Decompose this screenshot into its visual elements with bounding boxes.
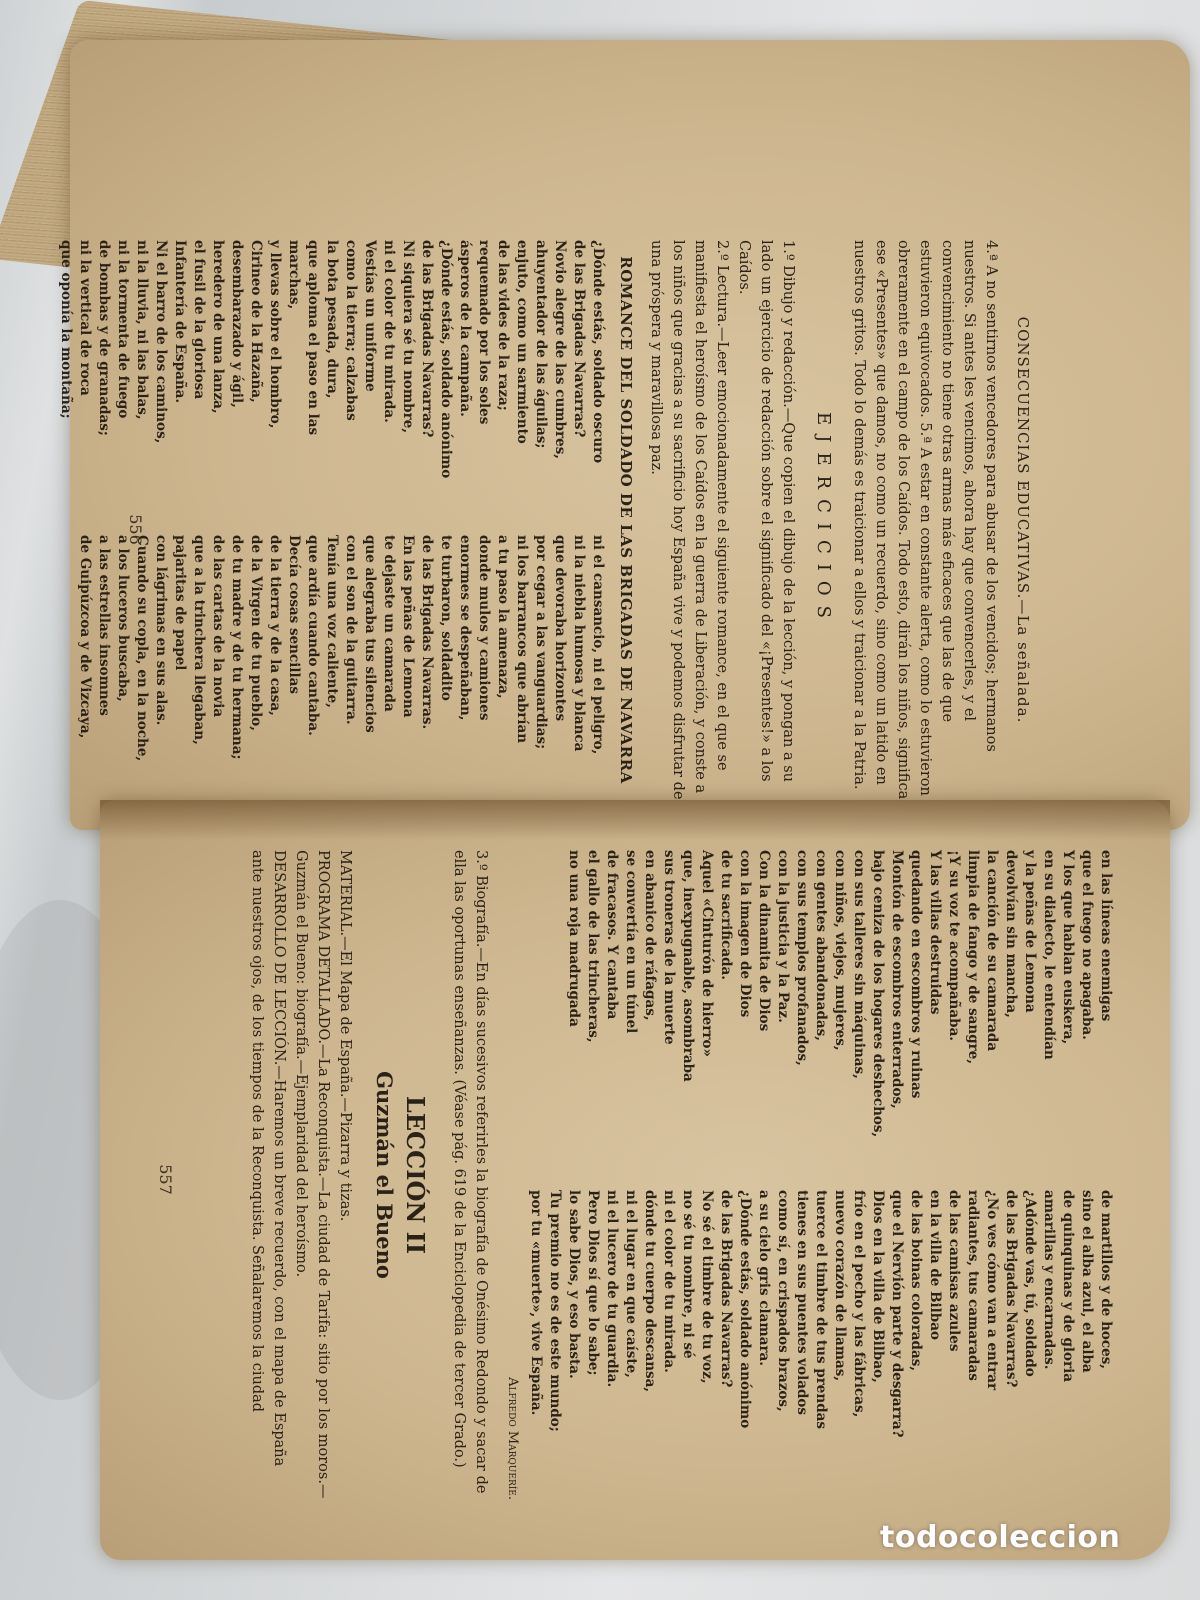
lesson-title: LECCIÓN II: [401, 1095, 430, 1255]
lesson-subtitle: Guzmán el Bueno: [372, 1071, 397, 1279]
poem-line: que a la trinchera llegaban,: [191, 535, 207, 745]
poem-line: por tu «muerte», vive España.: [528, 1190, 544, 1416]
exercise-3: 3.º Biografía.—En días sucesivos referirles la biografía de Onésimo Redondo y sacar de ella las oportunas enseñanzas. (Véase pág. 619 de la Enciclopedia de tercer Grado.): [451, 850, 489, 1494]
poem-line: limpia de fango y de sangre,: [965, 850, 981, 1065]
poem-line: enjuto, como un sarmiento: [514, 240, 530, 444]
poem-line: Y las villas destruidas: [927, 850, 943, 1015]
poem-line: tienes en sus puentes volados: [794, 1190, 810, 1416]
poem-line: de las cartas de la novia: [210, 535, 226, 718]
poem-line: que alegraba tus silencios: [362, 535, 378, 733]
poem-line: amarillas y encarnadas.: [1041, 1190, 1057, 1370]
poem-line: sino el alba azul, el alba: [1079, 1190, 1095, 1373]
poem-line: pajaritas de papel: [172, 535, 188, 671]
page-number-556: 556: [125, 514, 145, 545]
page-number-557: 557: [155, 1164, 175, 1195]
poem-line: de tu madre y de tu hermana;: [229, 535, 245, 760]
poem-line: de las Brigadas Navarras?: [419, 240, 435, 438]
poem-line: que devoraba horizontes: [552, 535, 568, 722]
poem-line: enormes se despeñaban,: [457, 535, 473, 721]
left-page-text: [56, 240, 1040, 800]
poem-line: Montón de escombros enterrados,: [889, 850, 905, 1109]
poem-line: requemado por los soles: [476, 240, 492, 425]
poem-line: la canción de su camarada: [984, 850, 1000, 1052]
poem-line: Ni siquiera sé tu nombre,: [400, 240, 416, 434]
poem-line: Infantería de España.: [172, 240, 188, 404]
poem-line: con la imagen de Dios: [737, 850, 753, 1018]
poem-line: en las líneas enemigas: [1098, 850, 1114, 1022]
poem-line: No sé el timbre de tu voz,: [699, 1190, 715, 1384]
poem-line: no una roja madrugada: [566, 850, 582, 1027]
poem-line: Ni el barro de los caminos,: [153, 240, 169, 444]
poem-line: con lágrimas en sus alas.: [153, 535, 169, 726]
poem-line: Tenía una voz caliente,: [324, 535, 340, 708]
exercise-1: 1.º Dibujo y redacción.—Que copien el dibujo de la lección, y pongan a su lado un ejercicio de redacción sobre el significado del «¡Presentes!» a los Caídos.: [736, 240, 796, 783]
poem-line: ¿Adónde vas, tú, soldado: [1022, 1190, 1038, 1377]
poem-line: como sí, en crispados brazos,: [775, 1190, 791, 1412]
running-head: CONSECUENCIAS EDUCATIVAS.—La señalada.: [1014, 316, 1032, 724]
poem-line: ni el lucero de tu guardia.: [604, 1190, 620, 1388]
poem-line: de bombas y de granadas;: [96, 240, 112, 436]
poem-line: Cirineo de la Hazaña,: [248, 240, 264, 403]
poem-line: que, inexpugnable, asombraba: [680, 850, 696, 1082]
poem-line: de martillos y de hoces,: [1098, 1190, 1114, 1370]
poem-line: con sus templos profanados,: [794, 850, 810, 1066]
poem-line: ni el lugar en que caíste,: [623, 1190, 639, 1378]
poem-line: Aquel «Cinturón de hierro»: [699, 850, 715, 1057]
watermark-logo: todocoleccion: [880, 1520, 1121, 1555]
poem-column-3: [526, 850, 1115, 1160]
poem-title: ROMANCE DEL SOLDADO DE LAS BRIGADAS DE NAVARRA: [617, 256, 635, 784]
poem-line: ¿Dónde estás, soldado oscuro: [590, 240, 606, 464]
poem-line: te turbaron, soldadito: [438, 535, 454, 701]
poem-line: Pero Dios sí que lo sabe;: [585, 1190, 601, 1376]
poem-line: ásperos de la campaña.: [457, 240, 473, 417]
poem-line: por cegar a las vanguardias;: [533, 535, 549, 750]
poem-line: de las boinas coloradas,: [908, 1190, 924, 1372]
desarrollo-line: DESARROLLO DE LECCIÓN.—Haremos un breve recuerdo, con el mapa de España ante nuestros ojos, de los tiempos de la Reconquista. Señalaremos la ciudad: [249, 850, 287, 1467]
poem-line: con el son de la guitarra.: [343, 535, 359, 725]
poem-line: En las peñas de Lemona: [400, 535, 416, 718]
poem-line: ahuyentador de las águilas;: [533, 240, 549, 449]
poem-line: dónde tu cuerpo descansa,: [642, 1190, 658, 1393]
poem-line: lo sabe Dios, y eso basta.: [566, 1190, 582, 1379]
poem-line: que el Nervión parte y desgarra?: [889, 1190, 905, 1438]
poem-line: que ardía cuando cantaba.: [305, 535, 321, 736]
poem-line: de las Brigadas Navarras?: [718, 1190, 734, 1388]
poem-line: ni la lluvia, ni las balas,: [134, 240, 150, 420]
poem-line: con sus talleres sin máquinas,: [851, 850, 867, 1079]
poem-line: radiantes, tus camaradas: [965, 1190, 981, 1381]
poem-line: Cuando su copla, en la noche,: [134, 535, 150, 762]
poem-line: ¡Y su voz te acompañaba.: [946, 850, 962, 1042]
poem-line: ¿Dónde estás, soldado anónimo: [737, 1190, 753, 1429]
right-page-text: [246, 850, 1115, 1500]
poem-line: Con la dinamita de Dios: [756, 850, 772, 1032]
book-gutter: [100, 800, 1170, 840]
poem-line: con niños, viejos, mujeres,: [832, 850, 848, 1051]
poem-line: ni el color de tu mirada.: [381, 240, 397, 423]
poem-line: donde mulos y camiones: [476, 535, 492, 721]
poem-line: con gentes abandonadas,: [813, 850, 829, 1041]
poem-line: de Guipúzcoa y de Vizcaya,: [77, 535, 93, 739]
poem-line: no sé tu nombre, ni sé: [680, 1190, 696, 1359]
intro-paragraph: 4.ª A no sentirnos vencedores para abusar de los vencidos; hermanos nuestros. Si antes les vencimos, ahora hay que convencerles, y el convencimiento no tiene otras armas más eficaces que las de que estuvieron equivocados. 5.ª A estar en constante alerta, como lo estuvieron obreramente en el campo de los Caídos. Todo esto, dirán los niños, significa ese «Presentes» que damos, no como un recuerdo, sino como un latido en nuestros gritos. Todo lo demás es traicionar a ellos y traicionar a la Patria.: [851, 240, 999, 800]
poem-line: desembarazado y ágil,: [229, 240, 245, 408]
poem-line: de quinquinas y de gloria: [1060, 1190, 1076, 1383]
poem-line: de las Brigadas Navarras?: [571, 240, 587, 438]
poem-line: y llevas sobre el hombro,: [267, 240, 283, 429]
poem-line: de las vides de la raza;: [495, 240, 511, 411]
poem-column-2: [56, 535, 607, 800]
poem-line: a las estrellas insomnes: [96, 535, 112, 716]
poem-line: de fracasos. Y cantaba: [604, 850, 620, 1020]
poem-line: se convertía en un túnel: [623, 850, 639, 1034]
poem-line: de las camisas azules: [946, 1190, 962, 1352]
poem-line: a tu paso la amenaza,: [495, 535, 511, 699]
poem-line: Dios en la villa de Bilbao,: [870, 1190, 886, 1383]
poem-author: Alfredo Marqueríe.: [505, 1377, 520, 1500]
poem-line: ni el color de tu mirada.: [661, 1190, 677, 1373]
poem-line: en abanico de ráfagas,: [642, 850, 658, 1021]
ejercicios-heading: EJERCICIOS: [813, 412, 834, 628]
poem-line: con la justicia y la Paz.: [775, 850, 791, 1023]
poem-line: el gallo de las trincheras,: [585, 850, 601, 1043]
poem-column-1: [56, 240, 607, 505]
poem-line: ¿Dónde estás, soldado anónimo: [438, 240, 454, 479]
poem-line: a los luceros buscaba,: [115, 535, 131, 702]
poem-line: de tu sacrificada.: [718, 850, 734, 980]
poem-line: que aploma el paso en las marchas,: [286, 240, 321, 436]
poem-line: a su cielo gris clamara.: [756, 1190, 772, 1367]
poem-line: sus troneras de la muerte: [661, 850, 677, 1045]
poem-line: ni los barrancos que abrían: [514, 535, 530, 744]
poem-line: nuevo corazón de llamas,: [832, 1190, 848, 1382]
poem-line: ni la niebla humosa y blanca: [571, 535, 587, 752]
poem-column-4: [526, 1190, 1115, 1500]
poem-columns-continued: [526, 850, 1115, 1500]
poem-line: y la peñas de Lemona: [1022, 850, 1038, 1013]
poem-line: Vestías un uniforme: [362, 240, 378, 392]
poem-line: que el fuego no apagaba.: [1079, 850, 1095, 1040]
poem-line: frío en el pecho y las fábricas,: [851, 1190, 867, 1418]
poem-line: Novio alegre de las cumbres,: [552, 240, 568, 459]
poem-line: Tu premio no es de este mundo;: [547, 1190, 563, 1432]
poem-line: bajo ceniza de los hogares deshechos,: [870, 850, 886, 1138]
poem-line: ni el cansancio, ni el peligro,: [590, 535, 606, 755]
poem-line: ni la tormenta de fuego: [115, 240, 131, 419]
poem-line: en su dialecto, le entendían: [1041, 850, 1057, 1060]
poem-line: Decía cosas sencillas: [286, 535, 302, 694]
poem-line: te dejaste un camarada: [381, 535, 397, 712]
poem-line: Y los que hablan euskera,: [1060, 850, 1076, 1045]
poem-line: el fusil de la gloriosa: [191, 240, 207, 400]
programa-line: PROGRAMA DETALLADO.—La Reconquista.—La ciudad de Tarifa: sitio por los moros.—Guzmán el Bueno: biografía.—Ejemplaridad del heroísmo.: [293, 850, 331, 1499]
poem-line: devolvían sin mancha,: [1003, 850, 1019, 1018]
poem-line: ni la vertical de roca: [77, 240, 93, 396]
poem-line: quedando en escombros y ruinas: [908, 850, 924, 1099]
poem-line: en la villa de Bilbao: [927, 1190, 943, 1340]
poem-line: heredero de una lanza,: [210, 240, 226, 414]
poem-line: como la tierra; calzabas: [343, 240, 359, 421]
poem-line: ¿No ves cómo van a entrar: [984, 1190, 1000, 1391]
material-line: MATERIAL.—El Mapa de España.—Pizarra y tizas.: [337, 850, 353, 1222]
poem-line: de las Brigadas Navarras.: [419, 535, 435, 730]
poem-line: tuerce el timbre de tus prendas: [813, 1190, 829, 1429]
poem-line: de las Brigadas Navarras?: [1003, 1190, 1019, 1388]
poem-line: la bota pesada, dura,: [324, 240, 340, 399]
poem-line: que oponía la montaña;: [58, 240, 74, 419]
poem-line: de la tierra y de la casa,: [267, 535, 283, 716]
poem-line: de la Virgen de tu pueblo,: [248, 535, 264, 731]
exercise-2: 2.º Lectura.—Leer emocionadamente el siguiente romance, en el que se manifiesta el heroísmo de los Caídos en la guerra de Liberación, y conste a los niños que gracias a su sacrificio hoy España vive y podemos disfrutar de una próspera y maravillosa paz.: [648, 240, 730, 800]
